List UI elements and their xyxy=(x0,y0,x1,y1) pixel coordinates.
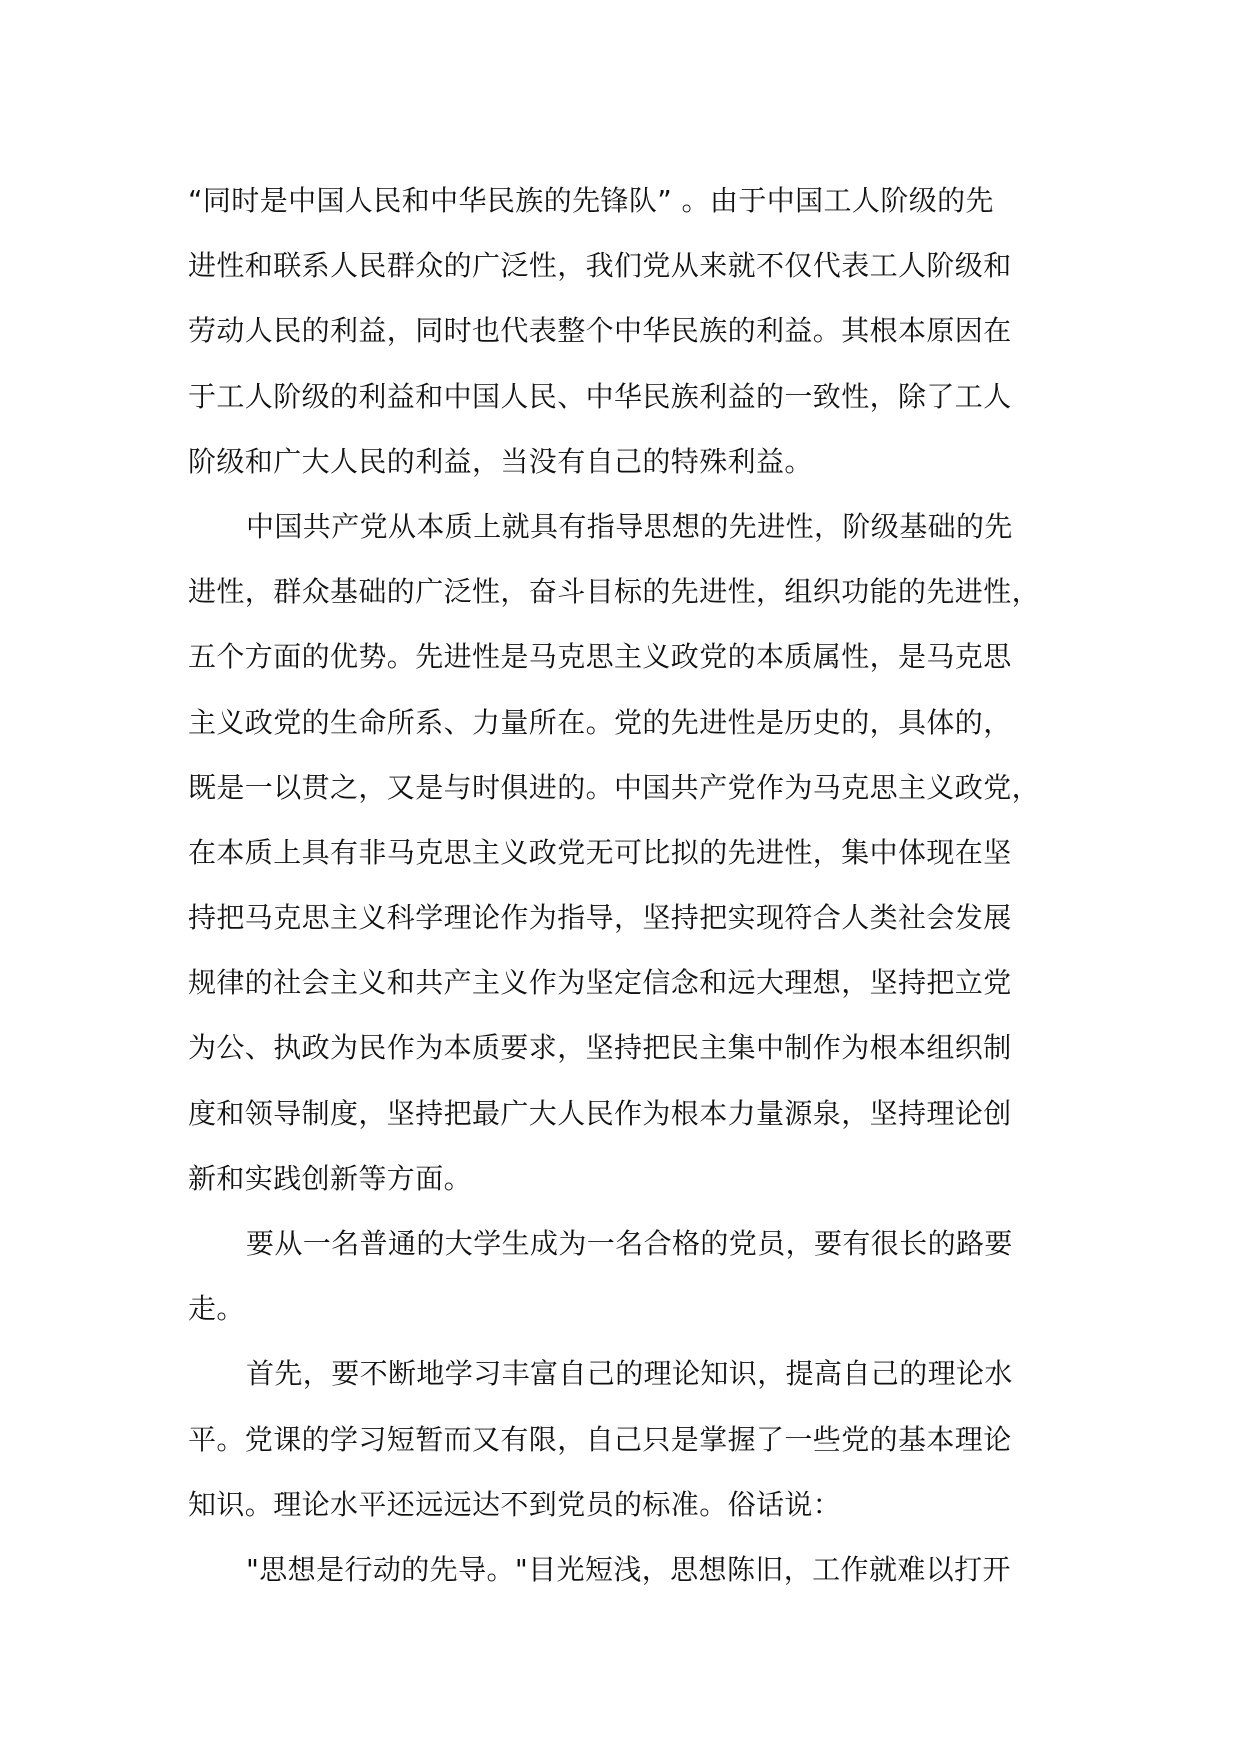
text-line: 既是一以贯之，又是与时俱进的。中国共产党作为马克思主义政党， xyxy=(188,770,1041,804)
text-line: 规律的社会主义和共产主义作为坚定信念和远大理想，坚持把立党 xyxy=(188,966,1012,1000)
text-line: 主义政党的生命所系、力量所在。党的先进性是历史的，具体的， xyxy=(188,705,1012,739)
text-line: 五个方面的优势。先进性是马克思主义政党的本质属性，是马克思 xyxy=(188,640,1012,674)
text-line: 劳动人民的利益，同时也代表整个中华民族的利益。其根本原因在 xyxy=(188,314,1012,348)
text-line: 新和实践创新等方面。 xyxy=(188,1161,473,1195)
text-line: 于工人阶级的利益和中国人民、中华民族利益的一致性，除了工人 xyxy=(188,379,1012,413)
text-line: 走。 xyxy=(188,1292,245,1326)
text-line: 进性和联系人民群众的广泛性，我们党从来就不仅代表工人阶级和 xyxy=(188,249,1012,283)
document-body xyxy=(188,168,1088,1602)
text-line: 知识。理论水平还远远达不到党员的标准。俗话说： xyxy=(188,1487,842,1521)
paragraph-start-line: 首先，要不断地学习丰富自己的理论知识，提高自己的理论水 xyxy=(246,1357,1013,1391)
text-line: 在本质上具有非马克思主义政党无可比拟的先进性，集中体现在坚 xyxy=(188,835,1012,869)
paragraph-start-line: 中国共产党从本质上就具有指导思想的先进性，阶级基础的先 xyxy=(246,509,1013,543)
text-line: 持把马克思主义科学理论作为指导，坚持把实现符合人类社会发展 xyxy=(188,901,1012,935)
text-line: 度和领导制度，坚持把最广大人民作为根本力量源泉，坚持理论创 xyxy=(188,1096,1012,1130)
text-line: “同时是中国人民和中华民族的先锋队” 。由于中国工人阶级的先 xyxy=(188,184,994,217)
text-line: 阶级和广大人民的利益，当没有自己的特殊利益。 xyxy=(188,444,813,478)
paragraph-start-line: 要从一名普通的大学生成为一名合格的党员，要有很长的路要 xyxy=(246,1227,1013,1260)
text-line: 为公、执政为民作为本质要求，坚持把民主集中制作为根本组织制 xyxy=(188,1031,1012,1065)
text-line: 平。党课的学习短暂而又有限，自己只是掌握了一些党的基本理论 xyxy=(188,1422,1012,1456)
text-line: 进性，群众基础的广泛性，奋斗目标的先进性，组织功能的先进性， xyxy=(188,575,1041,609)
paragraph-start-line: "思想是行动的先导。"目光短浅，思想陈旧，工作就难以打开 xyxy=(246,1552,1011,1586)
